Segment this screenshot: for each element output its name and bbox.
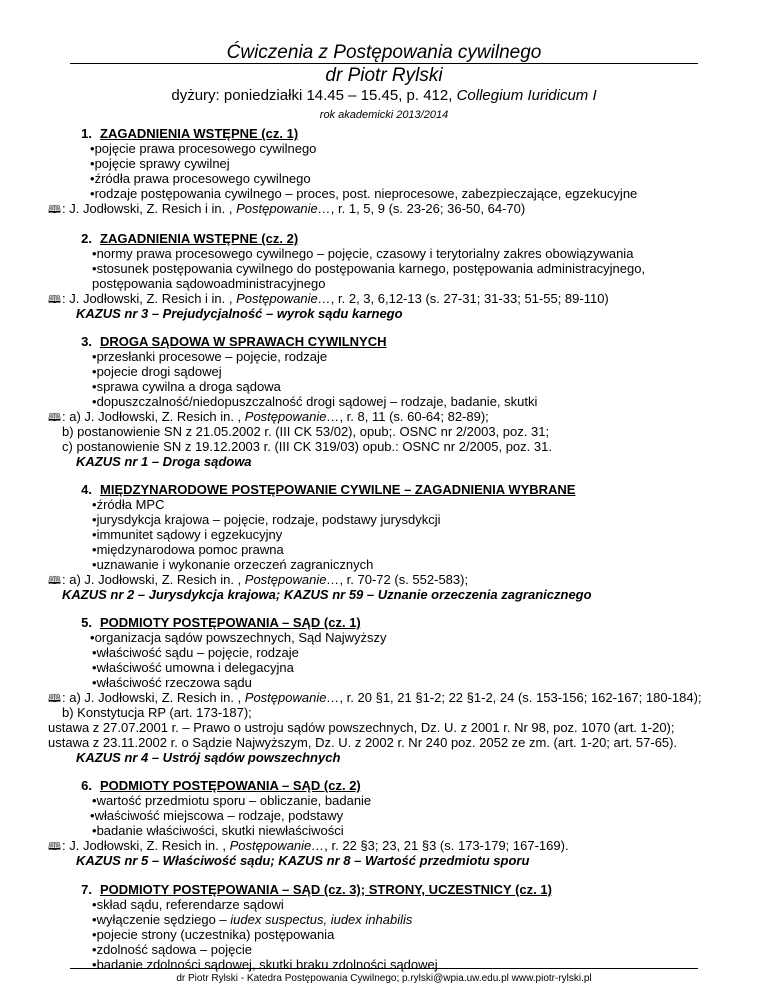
page-footer: dr Piotr Rylski - Katedra Postępowania Cywilnego; p.rylski@wpia.uw.edu.pl www.piotr-rylski.pl [176,973,592,984]
literature-line: b) Konstytucja RP (art. 173-187); [62,705,252,720]
list-item: • właściwość sądu – pojęcie, rodzaje [92,645,299,660]
list-item: • właściwość miejscowa – rodzaje, podstawy [90,808,343,823]
list-item: • badanie właściwości, skutki niewłaściwości [92,823,344,838]
list-item: • źródła prawa procesowego cywilnego [90,171,311,186]
literature-line: 🕮: a) J. Jodłowski, Z. Resich in. , Postępowanie…, r. 8, 11 (s. 60-64; 82-89); [48,409,489,426]
section-title: 1. ZAGADNIENIA WSTĘPNE (cz. 1) [81,126,299,141]
lecturer-name: dr Piotr Rylski [325,65,443,86]
academic-year: rok akademicki 2013/2014 [319,109,449,121]
book-icon: 🕮 [48,412,61,424]
list-item: • wyłączenie sędziego – iudex suspectus, iudex inhabilis [92,912,412,927]
case-assignment: KAZUS nr 5 – Właściwość sądu; KAZUS nr 8 – Wartość przedmiotu sporu [76,853,530,868]
section-title: 4. MIĘDZYNARODOWE POSTĘPOWANIE CYWILNE – ZAGADNIENIA WYBRANE [81,482,576,497]
office-hours: dyżury: poniedziałki 14.45 – 15.45, p. 412, Collegium Iuridicum I [171,87,597,104]
case-assignment: KAZUS nr 4 – Ustrój sądów powszechnych [76,750,341,765]
section-title: 7. PODMIOTY POSTĘPOWANIA – SĄD (cz. 3); STRONY, UCZESTNICY (cz. 1) [81,882,552,897]
list-item: • dopuszczalność/niedopuszczalność drogi sądowej – rodzaje, badanie, skutki [92,394,537,409]
book-icon: 🕮 [48,294,61,306]
list-item: • jurysdykcja krajowa – pojęcie, rodzaje, podstawy jurysdykcji [92,512,441,527]
case-assignment: KAZUS nr 3 – Prejudycjalność – wyrok sądu karnego [76,306,403,321]
case-assignment: KAZUS nr 2 – Jurysdykcja krajowa; KAZUS nr 59 – Uznanie orzeczenia zagranicznego [62,587,592,602]
literature-line: 🕮: J. Jodłowski, Z. Resich i in. , Postępowanie…, r. 2, 3, 6,12-13 (s. 27-31; 31-33; 51-55; 89-110) [48,291,609,308]
book-icon: 🕮 [48,841,61,853]
book-icon: 🕮 [48,575,61,587]
list-item: • normy prawa procesowego cywilnego – pojęcie, czasowy i terytorialny zakres obowiązywania [92,246,633,261]
case-assignment: KAZUS nr 1 – Droga sądowa [76,454,252,469]
literature-line: c) postanowienie SN z 19.12.2003 r. (III CK 319/03) opub.: OSNC nr 2/2005, poz. 31. [62,439,552,454]
list-item: • rodzaje postępowania cywilnego – proces, post. nieprocesowe, zabezpieczające, egzekucyjne [90,186,637,201]
section-title: 6. PODMIOTY POSTĘPOWANIA – SĄD (cz. 2) [81,778,361,793]
list-item-continuation: postępowania sądowoadministracyjnego [92,276,326,291]
literature-line: 🕮: J. Jodłowski, Z. Resich in. , Postępowanie…, r. 22 §3; 23, 21 §3 (s. 173-179; 167-169). [48,838,569,855]
list-item: • zdolność sądowa – pojęcie [92,942,252,957]
literature-line: b) postanowienie SN z 21.05.2002 r. (III CK 53/02), opub;. OSNC nr 2/2003, poz. 31; [62,424,550,439]
book-icon: 🕮 [48,204,61,216]
list-item: • międzynarodowa pomoc prawna [92,542,284,557]
list-item: • właściwość rzeczowa sądu [92,675,252,690]
section-title: 5. PODMIOTY POSTĘPOWANIA – SĄD (cz. 1) [81,615,361,630]
list-item: • badanie zdolności sądowej, skutki braku zdolności sądowej [92,957,438,972]
list-item: • przesłanki procesowe – pojęcie, rodzaje [92,349,327,364]
list-item: • sprawa cywilna a droga sądowa [92,379,281,394]
section-title: 3. DROGA SĄDOWA W SPRAWACH CYWILNYCH [81,334,387,349]
literature-line: ustawa z 27.07.2001 r. – Prawo o ustroju sądów powszechnych, Dz. U. z 2001 r. Nr 98, poz. 1070 (art. 1-20); [48,720,675,735]
list-item: • skład sądu, referendarze sądowi [92,897,284,912]
literature-line: ustawa z 23.11.2002 r. o Sądzie Najwyższym, Dz. U. z 2002 r. Nr 240 poz. 2052 ze zm. (art. 1-20; art. 57-65). [48,735,678,750]
literature-line: 🕮: a) J. Jodłowski, Z. Resich in. , Postępowanie…, r. 20 §1, 21 §1-2; 22 §1-2, 24 (s. 153-156; 162-167; 180-184); [48,690,702,707]
list-item: • wartość przedmiotu sporu – obliczanie, badanie [92,793,371,808]
list-item: • stosunek postępowania cywilnego do postępowania karnego, postępowania administracyjnego, [92,261,696,276]
list-item: • uznawanie i wykonanie orzeczeń zagranicznych [92,557,373,572]
list-item: • pojecie strony (uczestnika) postępowania [92,927,334,942]
list-item: • pojęcie prawa procesowego cywilnego [90,141,316,156]
list-item: • źródła MPC [92,497,164,512]
book-icon: 🕮 [48,693,61,705]
list-item: • pojecie drogi sądowej [92,364,222,379]
literature-line: 🕮: a) J. Jodłowski, Z. Resich in. , Postępowanie…, r. 70-72 (s. 552-583); [48,572,468,589]
list-item: • pojęcie sprawy cywilnej [90,156,230,171]
list-item: • właściwość umowna i delegacyjna [92,660,294,675]
literature-line: 🕮: J. Jodłowski, Z. Resich i in. , Postępowanie…, r. 1, 5, 9 (s. 23-26; 36-50, 64-70) [48,201,525,218]
page-title: Ćwiczenia z Postępowania cywilnego [226,42,542,63]
list-item: • organizacja sądów powszechnych, Sąd Najwyższy [90,630,386,645]
section-title: 2. ZAGADNIENIA WSTĘPNE (cz. 2) [81,231,299,246]
list-item: • immunitet sądowy i egzekucyjny [92,527,282,542]
footer-divider [70,968,698,969]
